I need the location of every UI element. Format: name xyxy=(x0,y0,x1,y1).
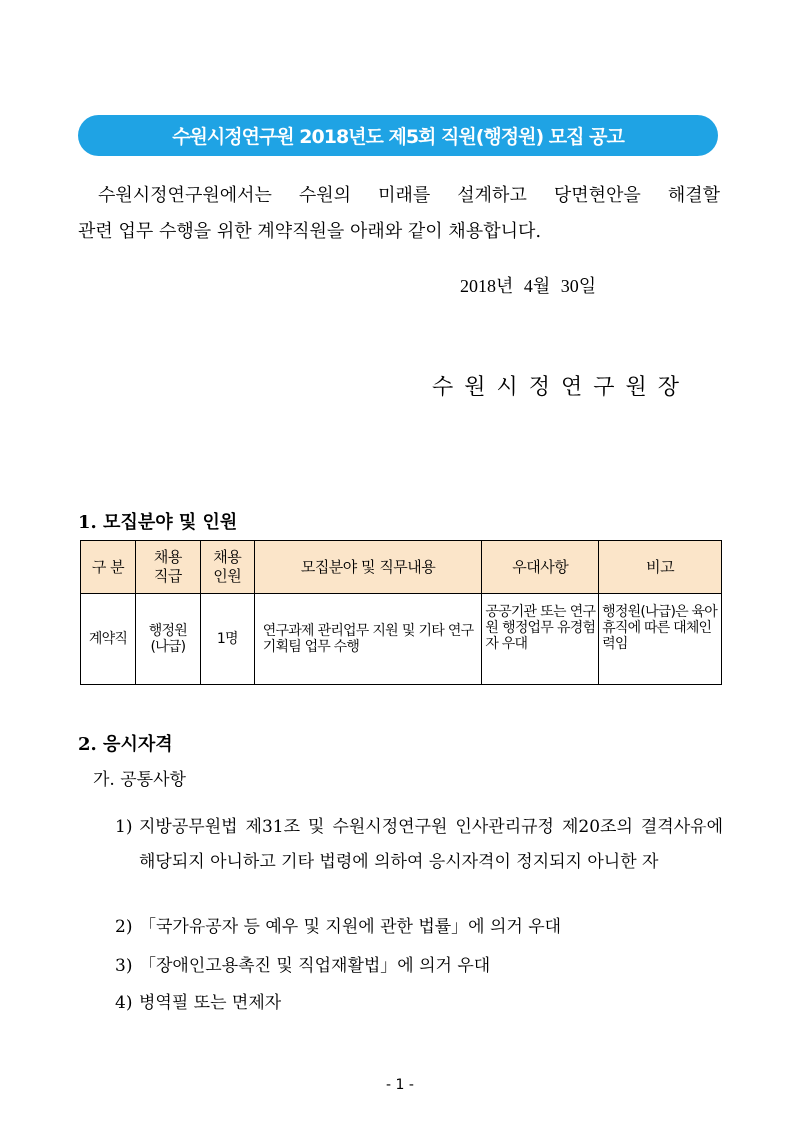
table-row xyxy=(81,594,722,685)
notice-title: 수원시정연구원 2018년도 제5회 직원(행정원) 모집 공고 xyxy=(172,126,624,148)
list-item-number: 4) xyxy=(115,993,133,1013)
notice-date: 2018년 4월 30일 xyxy=(460,276,597,296)
header-grade-line-2: 직급 xyxy=(153,567,182,585)
header-preference: 우대사항 xyxy=(482,541,599,594)
list-item-text: 지방공무원법 제31조 및 수원시정연구원 인사관리규정 제20조의 결격사유에 해당되지 아니하고 기타 법령에 의하여 응시자격이 정지되지 아니한 자 xyxy=(139,817,723,872)
intro-line-1: 수원시정연구원에서는 수원의 미래를 설계하고 당면현안을 해결할 xyxy=(98,185,720,206)
list-item xyxy=(115,951,490,976)
cell-preference: 공공기관 또는 연구원 행정업무 유경험자 우대 xyxy=(482,594,599,685)
table-header-row xyxy=(81,541,722,594)
header-count-line-2: 인원 xyxy=(213,567,242,585)
list-item-number: 1) xyxy=(115,817,133,837)
header-count-line-1: 채용 xyxy=(213,548,242,566)
recruitment-table xyxy=(80,540,722,685)
cell-category: 계약직 xyxy=(81,594,136,685)
list-item xyxy=(115,810,723,880)
intro-paragraph xyxy=(78,178,720,250)
section-1-heading: 1. 모집분야 및 인원 xyxy=(78,512,238,533)
title-banner xyxy=(78,115,718,156)
cell-count: 1명 xyxy=(200,594,254,685)
section-2-subheading: 가. 공통사항 xyxy=(93,770,186,790)
list-item-text: 병역필 또는 면제자 xyxy=(139,993,282,1013)
header-duty: 모집분야 및 직무내용 xyxy=(254,541,482,594)
signer-name: 수원시정연구원장 xyxy=(432,375,691,400)
list-item-number: 3) xyxy=(115,956,133,976)
cell-duty: 연구과제 관리업무 지원 및 기타 연구기획팀 업무 수행 xyxy=(254,594,482,685)
header-note: 비고 xyxy=(599,541,722,594)
header-category: 구 분 xyxy=(81,541,136,594)
cell-grade-line-1: 행정원 xyxy=(148,623,187,639)
list-item-text: 「장애인고용촉진 및 직업재활법」에 의거 우대 xyxy=(139,956,491,976)
cell-grade-line-2: (나급) xyxy=(150,639,186,655)
list-item-number: 2) xyxy=(115,917,133,937)
section-2-heading: 2. 응시자격 xyxy=(78,734,173,755)
header-grade-line-1: 채용 xyxy=(153,548,182,566)
header-count xyxy=(200,541,254,594)
list-item-text: 「국가유공자 등 예우 및 지원에 관한 법률」에 의거 우대 xyxy=(139,917,562,937)
list-item xyxy=(115,988,281,1013)
cell-grade xyxy=(135,594,200,685)
intro-line-2: 관련 업무 수행을 위한 계약직원을 아래와 같이 채용합니다. xyxy=(78,221,542,242)
list-item xyxy=(115,912,561,937)
page-number: - 1 - xyxy=(386,1077,414,1093)
cell-note: 행정원(나급)은 육아휴직에 따른 대체인력임 xyxy=(599,594,722,685)
header-grade xyxy=(135,541,200,594)
